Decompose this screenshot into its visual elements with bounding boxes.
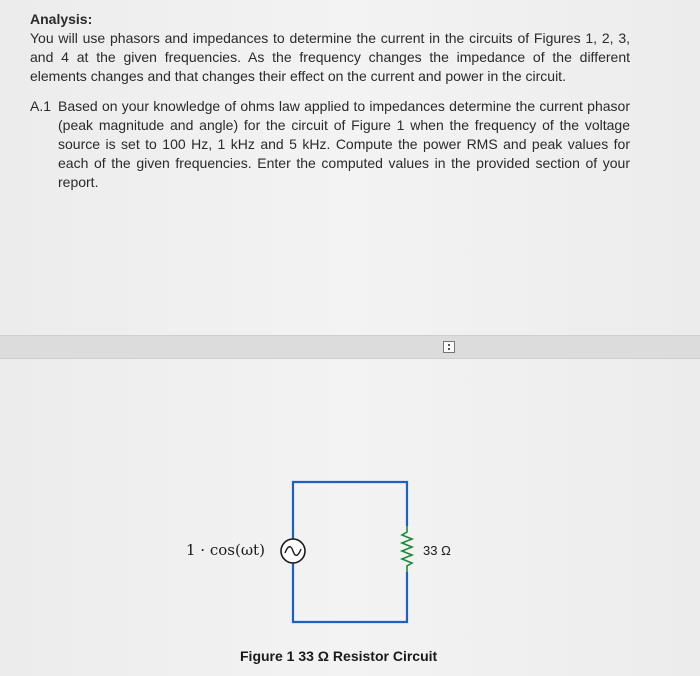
analysis-intro-paragraph: You will use phasors and impedances to determine the current in the circuits of Figures 1, 2, 3, and 4 at the given frequencies. As the frequency changes the impedance of the different elements changes and that changes their effect on the current and power in the circuit. [30,30,630,84]
analysis-heading: Analysis: [30,11,93,27]
resistor-icon [402,526,412,572]
question-text: Based on your knowledge of ohms law applied to impedances determine the current phasor (peak magnitude and angle) for the circuit of Figure 1 when the frequency of the voltage source is set to 100 Hz, 1 kHz and 5 kHz. Compute the power RMS and peak values for each of the given frequencies. Enter the computed values in the provided section of your report. [58,98,630,190]
question-number: A.1 [30,98,52,114]
bottom-wire [293,563,407,622]
ac-source-icon [281,539,305,563]
resistor-value-label: 33 Ω [423,543,451,558]
figure-caption: Figure 1 33 Ω Resistor Circuit [240,648,438,664]
top-wire [293,482,407,539]
voltage-source-label: 1 · cos(ωt) [186,541,265,559]
